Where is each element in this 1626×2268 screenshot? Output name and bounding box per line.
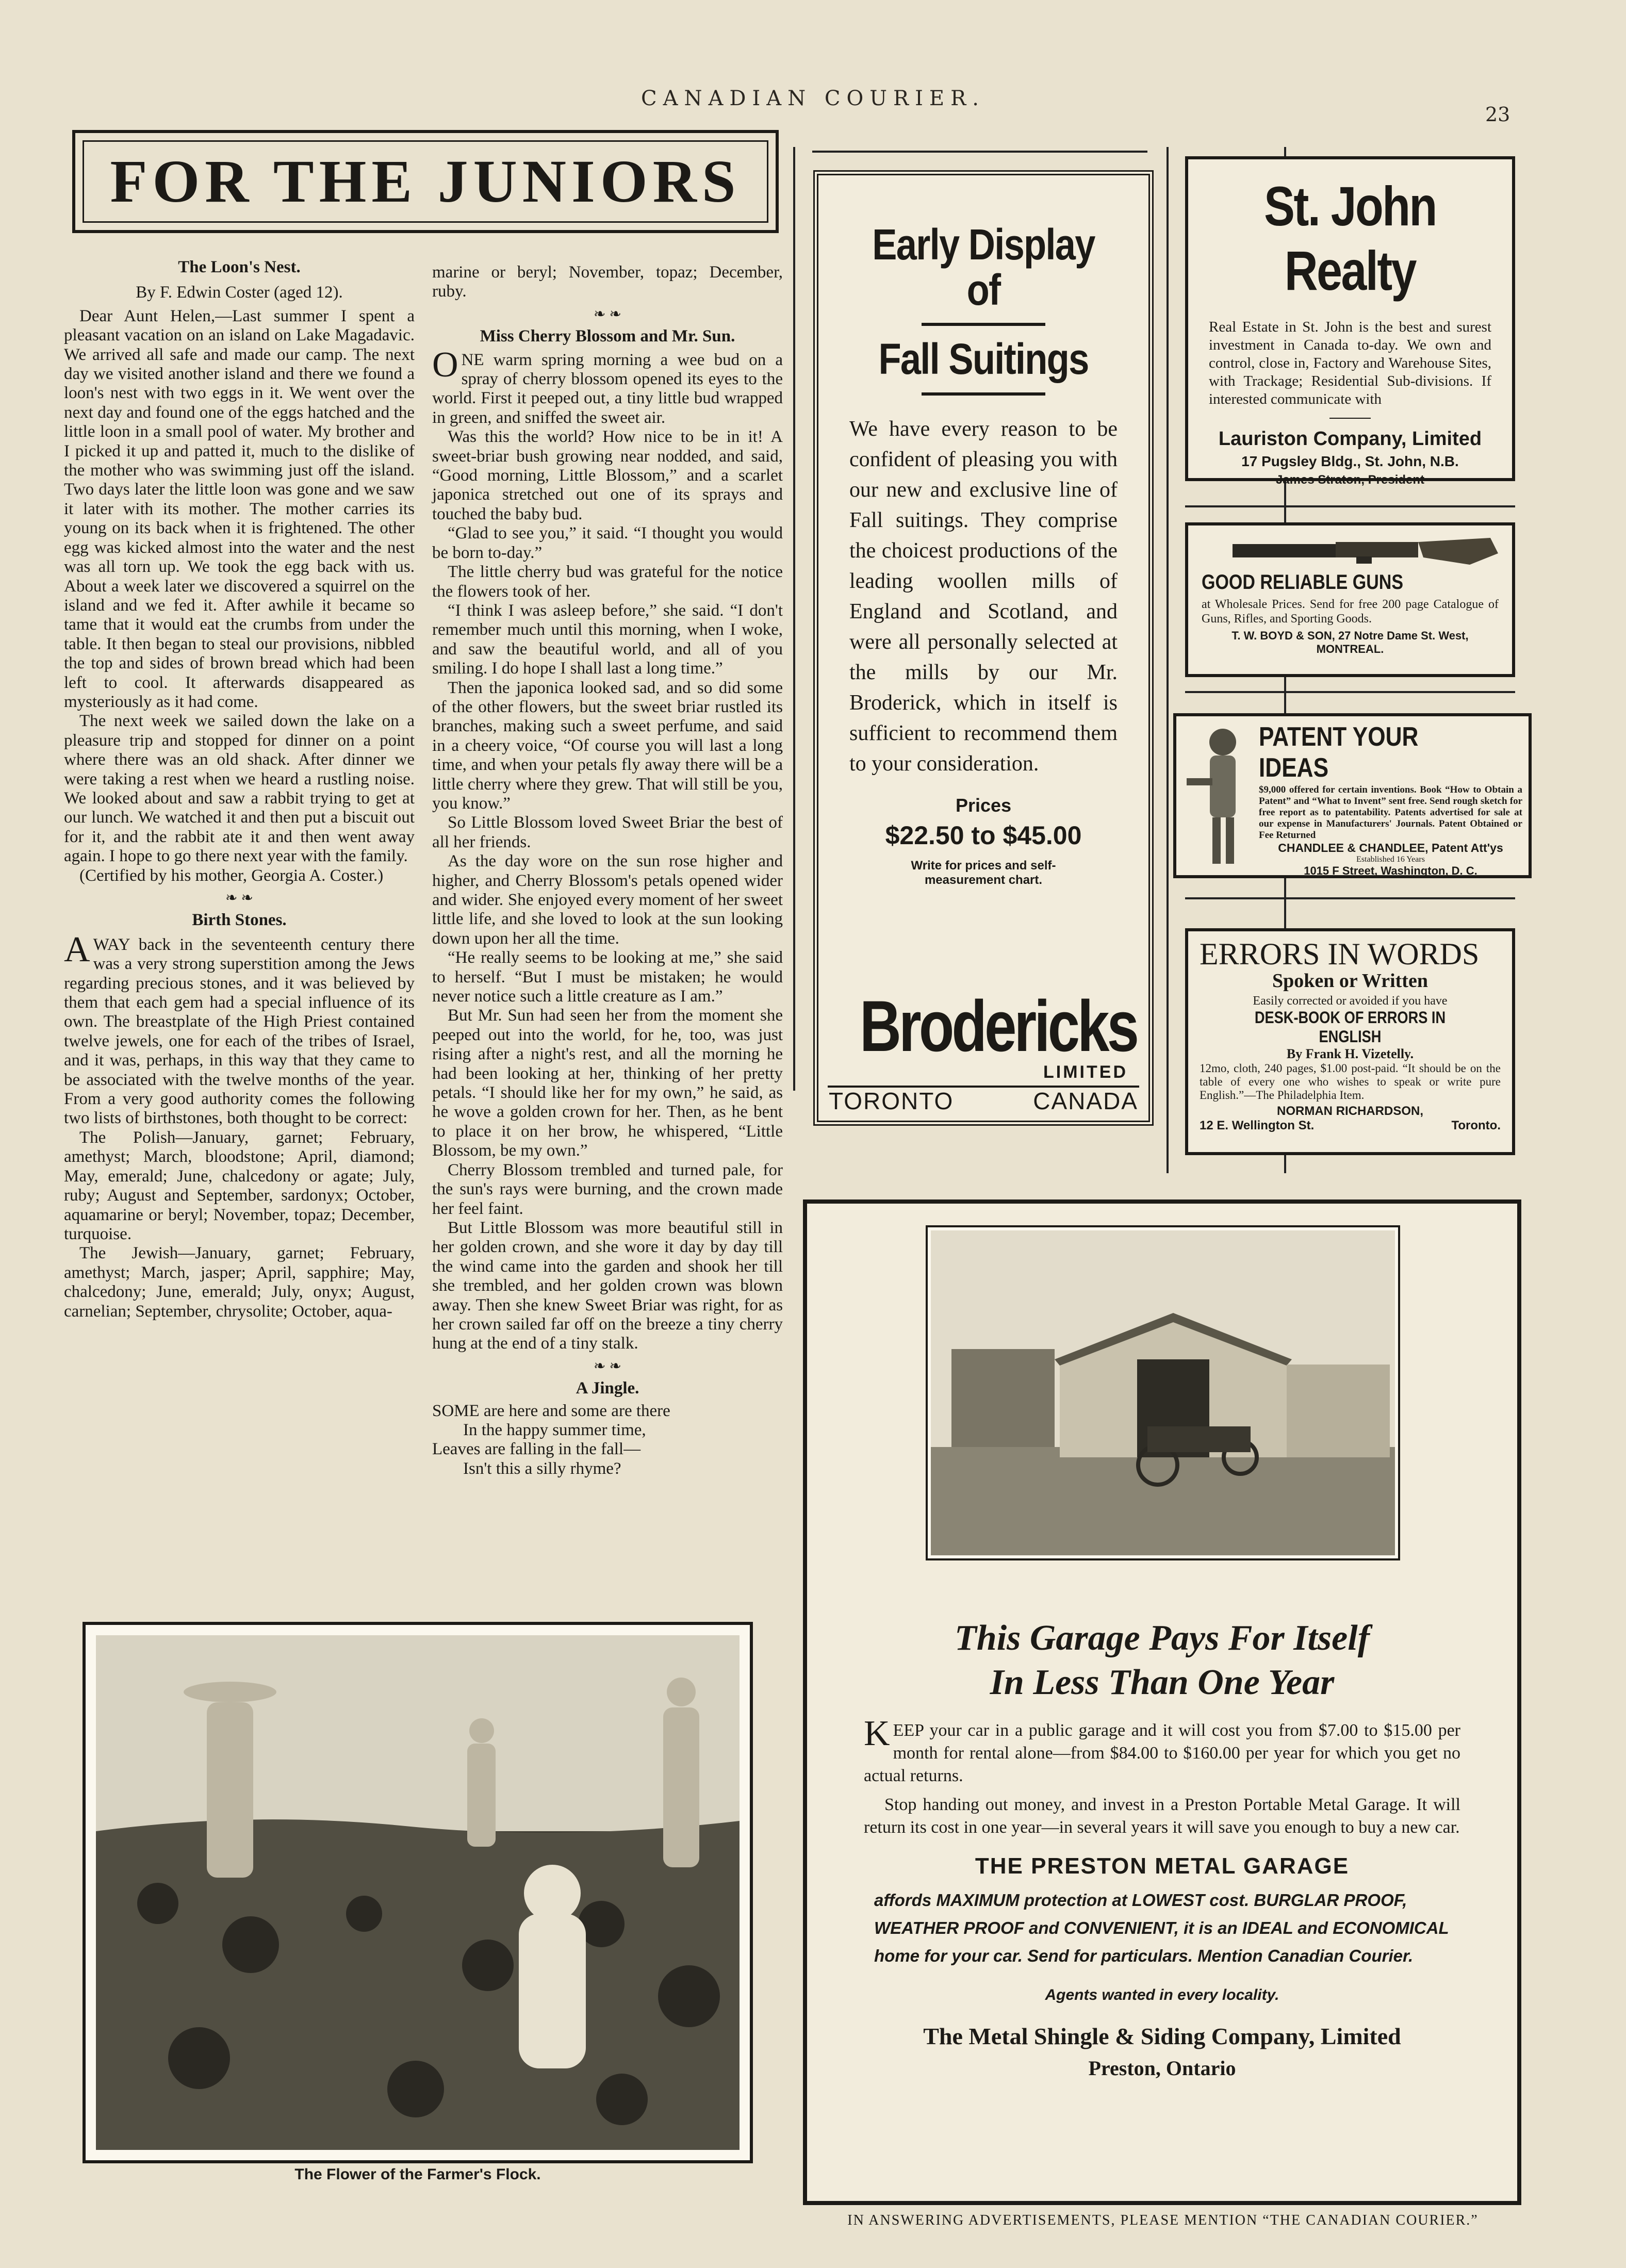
ad-body: Real Estate in St. John is the best and surest investment in Canada to-day. We own and control, close in, Factory and Warehouse Sites, with Trackage; Residential Sub-divisions. If interested communicate with bbox=[1209, 319, 1491, 407]
ad-paragraph: Stop handing out money, and invest in a Preston Portable Metal Garage. It will return its cost in one year—in several years it will save you enough to buy a new car. bbox=[864, 1795, 1460, 1837]
company-name: The Metal Shingle & Siding Company, Limited bbox=[923, 2023, 1401, 2049]
ad-headline: PATENT YOUR IDEAS bbox=[1259, 722, 1419, 783]
ad-headline: ERRORS IN WORDS bbox=[1200, 937, 1480, 971]
story-paragraph: “He really seems to be looking at me,” she said to herself. “But I must be mistaken; he would never notice such a little creature as I am.” bbox=[432, 948, 783, 1006]
column-rule bbox=[1185, 691, 1515, 693]
ad-headline: Early Display of bbox=[872, 220, 1095, 315]
poem-line: In the happy summer time, bbox=[463, 1420, 646, 1439]
poem-line: Isn't this a silly rhyme? bbox=[463, 1459, 621, 1478]
juniors-column-1 bbox=[64, 258, 415, 1321]
farm-photo-frame bbox=[83, 1622, 753, 2163]
juniors-banner bbox=[72, 130, 779, 233]
ad-subtitle: Spoken or Written bbox=[1272, 970, 1428, 992]
product-name: THE PRESTON METAL GARAGE bbox=[975, 1853, 1350, 1879]
publisher-address: 12 E. Wellington St. bbox=[1200, 1119, 1315, 1132]
publisher-name: NORMAN RICHARDSON, bbox=[1277, 1104, 1423, 1118]
column-rule bbox=[812, 151, 1147, 153]
ornament: ❧ ❧ bbox=[594, 306, 621, 322]
story-paragraph: But Little Blossom was more beautiful still in her golden crown, and she wore it day by day till the wind came into the garden and shook her till she trembled, and her golden crown was blown away. Then she knew Sweet Briar was right, for as her crown sailed far off on the breeze a tiny cherry hung at the end of a tiny stalk. bbox=[432, 1218, 783, 1353]
brodericks-ad bbox=[813, 170, 1154, 1126]
firm-name: CHANDLEE & CHANDLEE, Patent Att'ys bbox=[1278, 841, 1503, 854]
book-author: By Frank H. Vizetelly. bbox=[1286, 1046, 1414, 1061]
column-rule bbox=[1167, 147, 1169, 1173]
firm-address: 1015 F Street, Washington, D. C. bbox=[1304, 864, 1477, 877]
headline-rule bbox=[922, 323, 1045, 326]
product-features: affords MAXIMUM protection at LOWEST cost. BURGLAR PROOF, WEATHER PROOF and CONVENIENT, it is an IDEAL and ECONOMICAL home for your car. Send for particulars. Mention Canadian Courier. bbox=[874, 1891, 1449, 1965]
story-paragraph: “I think I was asleep before,” she said. “I don't remember much until this morning, when I woke, and saw the beautiful world, and all of you smiling. I do hope I shall last a long time.” bbox=[432, 601, 783, 678]
story-paragraph: But Mr. Sun had seen her from the moment she peeped out into the world, for he, too, was just rising after a night's rest, and all the morning he had been looking at her, thinking of her pretty petals. “I should like her for my own,” he said, as he wove a golden crown for her. Then, as he bent to place it on her brow, he whispered, “Little Blossom, be my own.” bbox=[432, 1006, 783, 1160]
publisher-city: Toronto. bbox=[1451, 1119, 1501, 1132]
column-rule bbox=[1185, 505, 1515, 507]
story-paragraph: Then the japonica looked sad, and so did some of the other flowers, but the sweet briar rustled its branches, making such a sweet perfume, and said in a cheery voice, “Of course you will last a long time, and when your petals fly away there will be a little cherry where they grew. That will still be you, you know.” bbox=[432, 678, 783, 813]
headline-rule bbox=[922, 392, 1045, 396]
story-paragraph: Was this the world? How nice to be in it! A sweet-briar bush growing near nodded, and said, “Good morning, Little Blossom,” and a scarlet japonica stretched out one of its sprays and touched the baby bud. bbox=[432, 428, 783, 523]
story-paragraph: Dear Aunt Helen,—Last summer I spent a pleasant vacation on an island on Lake Magadavic. We arrived all safe and made our camp. The next day we visited another island and there we found a loon's nest with two eggs in it. We went over the next day and found one of the eggs hatched and the little loon in a small pool of water. My brother and I picked it up and patted it, much to the dislike of the mother who was swimming just off the island. Two days later the little loon was gone and we saw it later with its mother. The mother carries its young on its back when it is frightened. The other egg was kicked almost into the water and the nest was all torn up. We took the egg back with us. About a week later we discovered a squirrel on the island and we fed it. After awhile it became so tame that it would eat the crumbs from under the table. It then began to steal our provisions, nibbled the top and sides of brown bread which had been left to cool. It afterwards disappeared as mysteriously as it had come. bbox=[64, 306, 415, 711]
company-address: 17 Pugsley Bldg., St. John, N.B. bbox=[1241, 453, 1459, 469]
byline: By F. Edwin Coster (aged 12). bbox=[136, 283, 343, 302]
stjohn-realty-ad bbox=[1185, 156, 1515, 487]
company-president: James Straton, President bbox=[1275, 473, 1425, 487]
story-paragraph: The little cherry bud was grateful for the notice the flowers took of her. bbox=[432, 563, 783, 601]
price-range: $22.50 to $45.00 bbox=[885, 820, 1082, 850]
poem-line: SOME are here and some are there bbox=[432, 1401, 670, 1420]
ad-body: 12mo, cloth, 240 pages, $1.00 post-paid. “It should be on the table of every one who wishes to speak or write pure English.”—The Philadelphia Item. bbox=[1200, 1062, 1501, 1102]
errors-ad bbox=[1185, 928, 1515, 1155]
ad-headline: This Garage Pays For Itself bbox=[955, 1618, 1370, 1658]
masthead: CANADIAN COURIER. bbox=[641, 87, 985, 110]
garage-ad bbox=[803, 1199, 1521, 2205]
column-rule bbox=[793, 147, 795, 1091]
separator bbox=[1329, 418, 1371, 419]
story-paragraph: (Certified by his mother, Georgia A. Coster.) bbox=[79, 866, 384, 885]
garage-photo-frame bbox=[926, 1225, 1400, 1560]
ornament: ❧ ❧ bbox=[225, 890, 253, 906]
story-title: The Loon's Nest. bbox=[178, 258, 301, 276]
farm-photo bbox=[96, 1635, 740, 2150]
prices-label: Prices bbox=[955, 794, 1012, 816]
logo-limited: LIMITED bbox=[1043, 1062, 1128, 1082]
company-name: Lauriston Company, Limited bbox=[1218, 428, 1482, 450]
story-paragraph: Cherry Blossom trembled and turned pale, for the sun's rays were burning, and the crown made her feel faint. bbox=[432, 1160, 783, 1218]
story-title: A Jingle. bbox=[576, 1379, 639, 1398]
garage-copy bbox=[833, 1616, 1491, 2080]
company-location: Preston, Ontario bbox=[1088, 2057, 1236, 2080]
story-paragraph: AWAY back in the seventeenth century there was a very strong superstition among the Jews regarding precious stones, and it was believed by them that each gem had a special influence of its own. The breastplate of the High Priest contained twelve jewels, one for each of the tribes of Israel, and it was, perhaps, in this way that they came to be associated with the twelve months of the year. From a very good authority comes the following two lists of birthstones, both thought to be correct: bbox=[64, 929, 415, 1128]
agents-wanted: Agents wanted in every locality. bbox=[1045, 1986, 1279, 2003]
ad-headline: In Less Than One Year bbox=[990, 1663, 1335, 1702]
juniors-column-2 bbox=[432, 263, 783, 1478]
rifle-icon bbox=[1202, 533, 1501, 569]
story-paragraph: The Jewish—January, garnet; February, amethyst; March, jasper; April, sapphire; May, chalcedony; June, emerald; July, onyx; August, carnelian; September, chrysolite; October, aqua- bbox=[64, 1244, 415, 1321]
ad-paragraph: KEEP your car in a public garage and it will cost you from $7.00 to $15.00 per month for rental alone—from $84.00 to $160.00 per year for which you get no actual returns. bbox=[864, 1714, 1460, 1785]
story-title: Birth Stones. bbox=[192, 911, 287, 930]
photo-caption: The Flower of the Farmer's Flock. bbox=[294, 2166, 541, 2183]
section-title: FOR THE JUNIORS bbox=[110, 147, 741, 215]
ornament: ❧ ❧ bbox=[594, 1358, 621, 1374]
column-rule bbox=[1185, 897, 1515, 899]
story-paragraph: So Little Blossom loved Sweet Briar the best of all her friends. bbox=[432, 813, 783, 851]
ad-headline: GOOD RELIABLE GUNS bbox=[1202, 571, 1404, 594]
story-paragraph: marine or beryl; November, topaz; December, ruby. bbox=[432, 263, 783, 301]
jingle-poem bbox=[432, 1402, 783, 1479]
book-title: DESK-BOOK OF ERRORS IN ENGLISH bbox=[1254, 1008, 1446, 1046]
logo-city: TORONTO bbox=[829, 1088, 954, 1114]
footer-note: IN ANSWERING ADVERTISEMENTS, PLEASE MENTION “THE CANADIAN COURIER.” bbox=[847, 2212, 1479, 2228]
firm-name: T. W. BOYD & SON, 27 Notre Dame St. West, MONTREAL. bbox=[1231, 629, 1469, 655]
story-paragraph: ONE warm spring morning a wee bud on a spray of cherry blossom opened its eyes to the world. First it peeped out, a tiny little bud wrapped in green, and sniffed the sweet air. bbox=[432, 344, 783, 427]
ad-headline: St. John Realty bbox=[1264, 175, 1436, 302]
ad-headline: Fall Suitings bbox=[878, 335, 1089, 384]
firm-established: Established 16 Years bbox=[1356, 855, 1425, 864]
ad-body: at Wholesale Prices. Send for free 200 page Catalogue of Guns, Rifles, and Sporting Goods. bbox=[1202, 598, 1499, 626]
garage-photo bbox=[931, 1230, 1395, 1555]
brodericks-logo: Brodericks bbox=[860, 985, 1137, 1066]
story-title: Miss Cherry Blossom and Mr. Sun. bbox=[480, 327, 735, 346]
story-paragraph: “Glad to see you,” it said. “I thought you would be born to-day.” bbox=[432, 524, 783, 562]
poem-line: Leaves are falling in the fall— bbox=[432, 1440, 641, 1459]
story-paragraph: The Polish—January, garnet; February, amethyst; March, bloodstone; April, diamond; May, emerald; June, chalcedony or agate; July, ruby; August and September, sardonyx; October, aquamarine or beryl; November, topaz; December, turquoise. bbox=[64, 1128, 415, 1243]
logo-country: CANADA bbox=[1033, 1088, 1138, 1114]
ad-line: Easily corrected or avoided if you have bbox=[1253, 994, 1448, 1008]
patent-ad bbox=[1173, 713, 1532, 878]
ad-body: $9,000 offered for certain inventions. Book “How to Obtain a Patent” and “What to Invent” sent free. Send rough sketch for free report as to patentability. Patents advertised for sale at our expense in Manufacturers' Journals. Patent Obtained or Fee Returned bbox=[1259, 784, 1522, 841]
page-number: 23 bbox=[1485, 103, 1510, 126]
ad-body: We have every reason to be confident of pleasing you with our new and exclusive line of Fall suitings. They comprise the choicest productions of the leading woollen mills of England and Scotland, and were all personally selected at the mills by our Mr. Broderick, which in itself is sufficient to recommend them to your consideration. bbox=[849, 417, 1118, 776]
publisher-address-row bbox=[1200, 1119, 1501, 1133]
ad-note: Write for prices and self-measurement chart. bbox=[911, 858, 1056, 887]
inventor-figure-icon bbox=[1181, 721, 1254, 871]
story-paragraph: The next week we sailed down the lake on a pleasure trip and stopped for dinner on a point where there was an old shack. After dinner we were taking a rest when we heard a rustling noise. We looked about and saw a rabbit trying to get at our lunch. We watched it and then put a biscuit out for it, and the rabbit ate it and then went away again. I hope to go there next year with the family. bbox=[64, 712, 415, 866]
guns-ad bbox=[1185, 522, 1515, 677]
story-paragraph: As the day wore on the sun rose higher and higher, and Cherry Blossom's petals opened wider and wider. She enjoyed every moment of her sweet little life, and she loved to look at the sun looking down upon her all the time. bbox=[432, 852, 783, 948]
